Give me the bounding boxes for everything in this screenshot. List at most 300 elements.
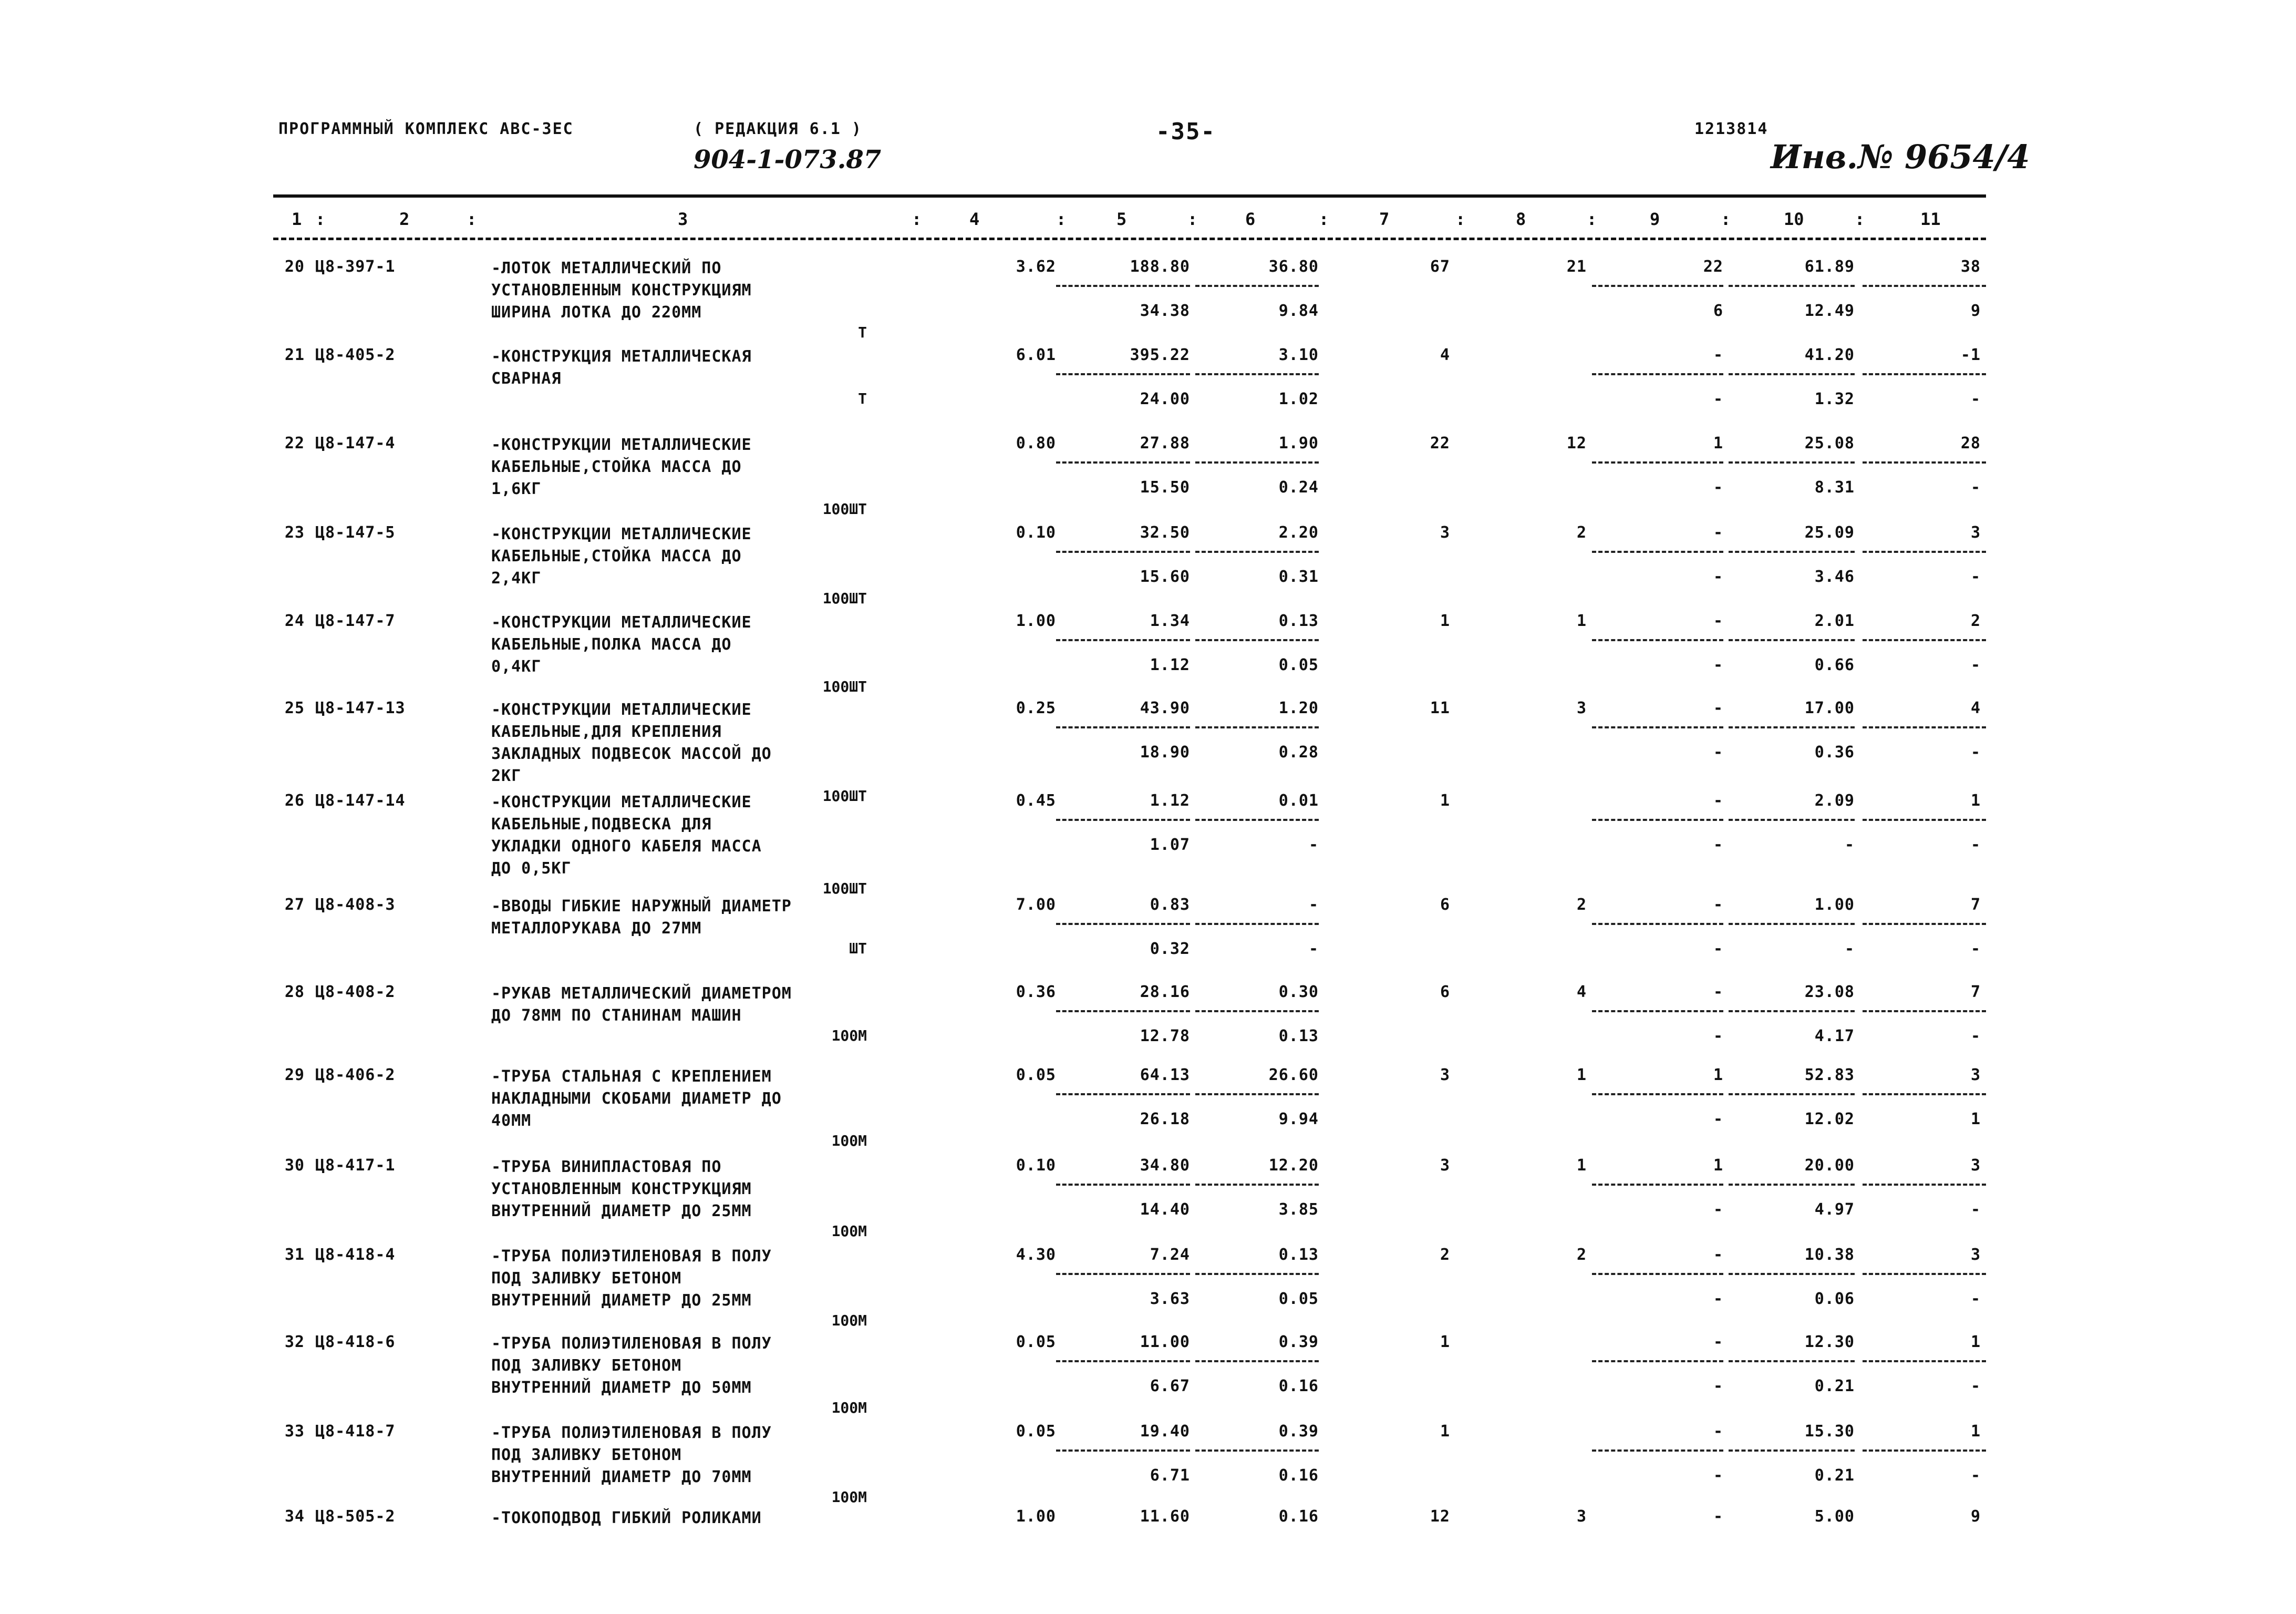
- fraction-line: [1863, 285, 1986, 287]
- col10-part: 0.06: [1814, 1290, 1855, 1308]
- fraction-line: [1056, 551, 1190, 553]
- col10-total: 2.09: [1814, 791, 1855, 810]
- col11-total: 7: [1970, 983, 1981, 1001]
- work-description: -ВВОДЫ ГИБКИЕ НАРУЖНЫЙ ДИАМЕТР МЕТАЛЛОРУКАВА ДО 27ММ: [491, 897, 792, 938]
- col11-total: 1: [1970, 791, 1981, 810]
- col6-wages: 0.28: [1278, 743, 1319, 762]
- col-3: 3: [678, 209, 688, 229]
- fraction-line: [1729, 923, 1855, 925]
- col6-wages: 3.85: [1278, 1200, 1319, 1219]
- col5-total: 11.00: [1140, 1333, 1190, 1351]
- rate-code: Ц8-397-1: [315, 258, 396, 276]
- col9-total: -: [1713, 1246, 1723, 1264]
- col-2: 2: [399, 209, 410, 229]
- col11-total: 3: [1970, 523, 1981, 542]
- fraction-line: [1729, 1010, 1855, 1012]
- col9-total: -: [1713, 523, 1723, 542]
- col5-wages: 3.63: [1150, 1290, 1190, 1308]
- col5-wages: 1.12: [1150, 656, 1190, 674]
- fraction-line: [1195, 1360, 1319, 1362]
- col8-value: 21: [1566, 258, 1587, 276]
- col9-total: 1: [1713, 434, 1723, 453]
- program-title: ПРОГРАММНЫЙ КОМПЛЕКС АВС-ЗЕС: [278, 120, 574, 138]
- fraction-line: [1863, 551, 1986, 553]
- col10-total: 61.89: [1804, 258, 1855, 276]
- col11-part: -: [1970, 656, 1981, 674]
- col5-total: 28.16: [1140, 983, 1190, 1001]
- work-description: -РУКАВ МЕТАЛЛИЧЕСКИЙ ДИАМЕТРОМ ДО 78ММ ПО СТАНИНАМ МАШИН: [491, 984, 792, 1025]
- fraction-line: [1729, 285, 1855, 287]
- col9-part: -: [1713, 1290, 1723, 1308]
- col5-wages: 26.18: [1140, 1110, 1190, 1128]
- col8-value: 1: [1576, 612, 1587, 630]
- row-number: 27: [284, 896, 305, 914]
- col11-part: -: [1970, 1200, 1981, 1219]
- fraction-line: [1195, 726, 1319, 728]
- rate-code: Ц8-147-14: [315, 791, 406, 810]
- col5-wages: 0.32: [1150, 940, 1190, 958]
- col11-part: -: [1970, 836, 1981, 854]
- fraction-line: [1729, 1449, 1855, 1452]
- col11-total: 3: [1970, 1246, 1981, 1264]
- quantity: 0.10: [1016, 523, 1056, 542]
- col6-wages: -: [1308, 940, 1319, 958]
- fraction-line: [1592, 461, 1723, 464]
- fraction-line: [1056, 819, 1190, 821]
- col6-total: 0.13: [1278, 612, 1319, 630]
- work-description: -ЛОТОК МЕТАЛЛИЧЕСКИЙ ПО УСТАНОВЛЕННЫМ КОНСТРУКЦИЯМ ШИРИНА ЛОТКА ДО 220ММ: [491, 259, 752, 322]
- table-row: [0, 1507, 2296, 1596]
- col5-wages: 15.60: [1140, 568, 1190, 586]
- row-number: 20: [284, 258, 305, 276]
- unit-of-measure: 100ШТ: [822, 787, 867, 805]
- fraction-line: [1863, 373, 1986, 375]
- work-description: -ТРУБА ПОЛИЭТИЛЕНОВАЯ В ПОЛУ ПОД ЗАЛИВКУ БЕТОНОМ ВНУТРЕННИЙ ДИАМЕТР ДО 70ММ: [491, 1424, 772, 1486]
- col-4: 4: [969, 209, 980, 229]
- col10-part: 0.66: [1814, 656, 1855, 674]
- fraction-line: [1863, 1010, 1986, 1012]
- col7-value: 3: [1440, 523, 1450, 542]
- col-8: 8: [1516, 209, 1526, 229]
- fraction-line: [1863, 1184, 1986, 1186]
- col-11: 11: [1920, 209, 1941, 229]
- col7-value: 1: [1440, 1422, 1450, 1441]
- fraction-line: [1056, 1449, 1190, 1452]
- col7-value: 1: [1440, 1333, 1450, 1351]
- fraction-line: [1863, 819, 1986, 821]
- col6-wages: -: [1308, 836, 1319, 854]
- col5-total: 7.24: [1150, 1246, 1190, 1264]
- col6-total: 12.20: [1268, 1156, 1319, 1175]
- col11-total: 38: [1960, 258, 1981, 276]
- col11-total: 3: [1970, 1156, 1981, 1175]
- col-6: 6: [1245, 209, 1256, 229]
- col11-part: -: [1970, 743, 1981, 762]
- col8-value: 2: [1576, 896, 1587, 914]
- col9-total: 1: [1713, 1066, 1723, 1084]
- fraction-line: [1056, 1184, 1190, 1186]
- col10-part: 12.02: [1804, 1110, 1855, 1128]
- fraction-line: [1592, 1273, 1723, 1275]
- col6-total: 26.60: [1268, 1066, 1319, 1084]
- table-row: [0, 1066, 2296, 1154]
- col11-part: -: [1970, 1290, 1981, 1308]
- col11-total: 4: [1970, 699, 1981, 717]
- fraction-line: [1056, 1273, 1190, 1275]
- col9-part: -: [1713, 1377, 1723, 1395]
- fraction-line: [1056, 726, 1190, 728]
- col8-value: 3: [1576, 699, 1587, 717]
- rate-code: Ц8-418-7: [315, 1422, 396, 1441]
- col5-wages: 18.90: [1140, 743, 1190, 762]
- inventory-number: Инв.№ 9654/4: [1771, 138, 2030, 176]
- quantity: 1.00: [1016, 1507, 1056, 1526]
- fraction-line: [1195, 461, 1319, 464]
- col10-part: 12.49: [1804, 302, 1855, 320]
- quantity: 0.36: [1016, 983, 1056, 1001]
- col5-wages: 6.71: [1150, 1466, 1190, 1485]
- quantity: 0.45: [1016, 791, 1056, 810]
- col10-total: 41.20: [1804, 346, 1855, 364]
- col5-wages: 1.07: [1150, 836, 1190, 854]
- work-description: -КОНСТРУКЦИИ МЕТАЛЛИЧЕСКИЕ КАБЕЛЬНЫЕ,ПОЛКА МАССА ДО 0,4КГ: [491, 613, 752, 676]
- fraction-line: [1195, 819, 1319, 821]
- col10-total: 15.30: [1804, 1422, 1855, 1441]
- col10-part: 4.97: [1814, 1200, 1855, 1219]
- rate-code: Ц8-147-13: [315, 699, 406, 717]
- fraction-line: [1195, 1184, 1319, 1186]
- col7-value: 3: [1440, 1156, 1450, 1175]
- table-row: [0, 434, 2296, 522]
- fraction-line: [1592, 1360, 1723, 1362]
- col11-total: 7: [1970, 896, 1981, 914]
- unit-of-measure: 100М: [831, 1027, 867, 1044]
- row-number: 32: [284, 1333, 305, 1351]
- col6-total: -: [1308, 896, 1319, 914]
- table-row: [0, 1422, 2296, 1510]
- col5-total: 43.90: [1140, 699, 1190, 717]
- row-number: 33: [284, 1422, 305, 1441]
- rate-code: Ц8-147-7: [315, 612, 396, 630]
- col5-wages: 34.38: [1140, 302, 1190, 320]
- work-description: -ТРУБА ПОЛИЭТИЛЕНОВАЯ В ПОЛУ ПОД ЗАЛИВКУ БЕТОНОМ ВНУТРЕННИЙ ДИАМЕТР ДО 25ММ: [491, 1247, 772, 1310]
- col10-part: 4.17: [1814, 1027, 1855, 1045]
- col6-wages: 9.94: [1278, 1110, 1319, 1128]
- col6-total: 0.39: [1278, 1422, 1319, 1441]
- unit-of-measure: 100М: [831, 1312, 867, 1329]
- quantity: 4.30: [1016, 1246, 1056, 1264]
- fraction-line: [1729, 1273, 1855, 1275]
- col10-total: 17.00: [1804, 699, 1855, 717]
- fraction-line: [1056, 923, 1190, 925]
- col-1: 1: [292, 209, 302, 229]
- col9-part: -: [1713, 1027, 1723, 1045]
- col9-part: -: [1713, 836, 1723, 854]
- col11-total: 2: [1970, 612, 1981, 630]
- col9-part: -: [1713, 743, 1723, 762]
- col10-total: 23.08: [1804, 983, 1855, 1001]
- col9-part: -: [1713, 478, 1723, 497]
- fraction-line: [1863, 1360, 1986, 1362]
- col6-wages: 0.31: [1278, 568, 1319, 586]
- col5-wages: 6.67: [1150, 1377, 1190, 1395]
- col-10: 10: [1784, 209, 1804, 229]
- row-number: 30: [284, 1156, 305, 1175]
- unit-of-measure: 100М: [831, 1488, 867, 1506]
- fraction-line: [1592, 639, 1723, 641]
- fraction-line: [1056, 1093, 1190, 1095]
- col6-wages: 1.02: [1278, 390, 1319, 408]
- work-description: -ТРУБА ПОЛИЭТИЛЕНОВАЯ В ПОЛУ ПОД ЗАЛИВКУ БЕТОНОМ ВНУТРЕННИЙ ДИАМЕТР ДО 50ММ: [491, 1334, 772, 1397]
- page-number: -35-: [1156, 118, 1216, 145]
- col7-value: 11: [1430, 699, 1450, 717]
- rate-code: Ц8-406-2: [315, 1066, 396, 1084]
- fraction-line: [1729, 639, 1855, 641]
- col8-value: 1: [1576, 1066, 1587, 1084]
- col6-total: 0.30: [1278, 983, 1319, 1001]
- row-number: 22: [284, 434, 305, 453]
- fraction-line: [1729, 461, 1855, 464]
- col8-value: 2: [1576, 523, 1587, 542]
- rate-code: Ц8-147-5: [315, 523, 396, 542]
- work-description: -КОНСТРУКЦИЯ МЕТАЛЛИЧЕСКАЯ СВАРНАЯ: [491, 347, 752, 388]
- col10-total: 20.00: [1804, 1156, 1855, 1175]
- unit-of-measure: 100М: [831, 1399, 867, 1416]
- quantity: 0.05: [1016, 1333, 1056, 1351]
- col10-part: 0.36: [1814, 743, 1855, 762]
- unit-of-measure: 100М: [831, 1132, 867, 1149]
- col-5: 5: [1116, 209, 1127, 229]
- unit-of-measure: Т: [858, 390, 867, 407]
- col9-total: -: [1713, 612, 1723, 630]
- col11-part: -: [1970, 568, 1981, 586]
- fraction-line: [1195, 1093, 1319, 1095]
- col9-total: -: [1713, 699, 1723, 717]
- col6-wages: 0.13: [1278, 1027, 1319, 1045]
- col7-value: 1: [1440, 791, 1450, 810]
- col10-part: 3.46: [1814, 568, 1855, 586]
- table-row: [0, 983, 2296, 1071]
- col11-part: -: [1970, 1027, 1981, 1045]
- col11-total: 28: [1960, 434, 1981, 453]
- col9-total: -: [1713, 1333, 1723, 1351]
- col9-total: -: [1713, 983, 1723, 1001]
- row-number: 23: [284, 523, 305, 542]
- table-row: [0, 1333, 2296, 1421]
- col10-total: 1.00: [1814, 896, 1855, 914]
- rate-code: Ц8-408-2: [315, 983, 396, 1001]
- col-7: 7: [1379, 209, 1390, 229]
- col7-value: 6: [1440, 983, 1450, 1001]
- col5-total: 64.13: [1140, 1066, 1190, 1084]
- quantity: 7.00: [1016, 896, 1056, 914]
- col10-part: 1.32: [1814, 390, 1855, 408]
- unit-of-measure: 100М: [831, 1222, 867, 1240]
- row-number: 24: [284, 612, 305, 630]
- col11-part: -: [1970, 1377, 1981, 1395]
- rate-code: Ц8-505-2: [315, 1507, 396, 1526]
- col11-total: 1: [1970, 1333, 1981, 1351]
- col10-total: 10.38: [1804, 1246, 1855, 1264]
- rate-code: Ц8-405-2: [315, 346, 396, 364]
- work-description: -ТРУБА ВИНИПЛАСТОВАЯ ПО УСТАНОВЛЕННЫМ КОНСТРУКЦИЯМ ВНУТРЕННИЙ ДИАМЕТР ДО 25ММ: [491, 1158, 752, 1220]
- quantity: 3.62: [1016, 258, 1056, 276]
- fraction-line: [1592, 1184, 1723, 1186]
- table-row: [0, 896, 2296, 984]
- table-row: [0, 258, 2296, 346]
- col11-total: 1: [1970, 1422, 1981, 1441]
- col10-total: 5.00: [1814, 1507, 1855, 1526]
- fraction-line: [1592, 923, 1723, 925]
- fraction-line: [1195, 1449, 1319, 1452]
- col8-value: 3: [1576, 1507, 1587, 1526]
- col6-wages: 0.24: [1278, 478, 1319, 497]
- fraction-line: [1592, 285, 1723, 287]
- col7-value: 12: [1430, 1507, 1450, 1526]
- col11-part: -: [1970, 940, 1981, 958]
- quantity: 0.25: [1016, 699, 1056, 717]
- work-description: -КОНСТРУКЦИИ МЕТАЛЛИЧЕСКИЕ КАБЕЛЬНЫЕ,СТОЙКА МАССА ДО 2,4КГ: [491, 525, 752, 588]
- col6-wages: 0.05: [1278, 656, 1319, 674]
- rate-code: Ц8-418-4: [315, 1246, 396, 1264]
- rate-code: Ц8-417-1: [315, 1156, 396, 1175]
- col6-total: 1.20: [1278, 699, 1319, 717]
- col9-part: -: [1713, 1110, 1723, 1128]
- quantity: 6.01: [1016, 346, 1056, 364]
- col5-total: 34.80: [1140, 1156, 1190, 1175]
- fraction-line: [1592, 819, 1723, 821]
- fraction-line: [1729, 819, 1855, 821]
- fraction-line: [1056, 461, 1190, 464]
- col8-value: 1: [1576, 1156, 1587, 1175]
- col6-wages: 0.16: [1278, 1377, 1319, 1395]
- fraction-line: [1863, 1449, 1986, 1452]
- col9-part: -: [1713, 940, 1723, 958]
- col6-total: 1.90: [1278, 434, 1319, 453]
- fraction-line: [1195, 551, 1319, 553]
- top-rule: [273, 194, 1986, 198]
- table-row: [0, 1156, 2296, 1245]
- fraction-line: [1195, 1010, 1319, 1012]
- col9-total: -: [1713, 896, 1723, 914]
- col11-total: -1: [1960, 346, 1981, 364]
- fraction-line: [1729, 373, 1855, 375]
- row-number: 28: [284, 983, 305, 1001]
- fraction-line: [1729, 551, 1855, 553]
- fraction-line: [1863, 1093, 1986, 1095]
- col9-part: -: [1713, 1200, 1723, 1219]
- col11-part: -: [1970, 1466, 1981, 1485]
- fraction-line: [1195, 1273, 1319, 1275]
- col9-part: -: [1713, 390, 1723, 408]
- col6-total: 0.39: [1278, 1333, 1319, 1351]
- unit-of-measure: 100ШТ: [822, 500, 867, 518]
- col11-part: -: [1970, 390, 1981, 408]
- col10-total: 52.83: [1804, 1066, 1855, 1084]
- unit-of-measure: 100ШТ: [822, 880, 867, 897]
- project-number: 904-1-073.87: [694, 145, 882, 174]
- quantity: 0.05: [1016, 1422, 1056, 1441]
- fraction-line: [1056, 1360, 1190, 1362]
- col5-total: 11.60: [1140, 1507, 1190, 1526]
- row-number: 29: [284, 1066, 305, 1084]
- col9-total: -: [1713, 346, 1723, 364]
- col5-total: 1.12: [1150, 791, 1190, 810]
- col9-total: 22: [1703, 258, 1723, 276]
- fraction-line: [1592, 551, 1723, 553]
- row-number: 34: [284, 1507, 305, 1526]
- col5-total: 0.83: [1150, 896, 1190, 914]
- col5-wages: 12.78: [1140, 1027, 1190, 1045]
- col5-wages: 14.40: [1140, 1200, 1190, 1219]
- fraction-line: [1729, 1184, 1855, 1186]
- rate-code: Ц8-147-4: [315, 434, 396, 453]
- fraction-line: [1195, 923, 1319, 925]
- unit-of-measure: 100ШТ: [822, 678, 867, 695]
- fraction-line: [1056, 1010, 1190, 1012]
- col7-value: 1: [1440, 612, 1450, 630]
- col10-part: 0.21: [1814, 1466, 1855, 1485]
- fraction-line: [1195, 373, 1319, 375]
- col6-wages: 0.16: [1278, 1466, 1319, 1485]
- row-number: 25: [284, 699, 305, 717]
- fraction-line: [1592, 1010, 1723, 1012]
- fraction-line: [1056, 639, 1190, 641]
- col11-total: 3: [1970, 1066, 1981, 1084]
- fraction-line: [1195, 285, 1319, 287]
- work-description: -ТРУБА СТАЛЬНАЯ С КРЕПЛЕНИЕМ НАКЛАДНЫМИ СКОБАМИ ДИАМЕТР ДО 40ММ: [491, 1067, 782, 1130]
- col10-part: -: [1844, 836, 1855, 854]
- fraction-line: [1056, 285, 1190, 287]
- col9-part: -: [1713, 568, 1723, 586]
- work-description: -КОНСТРУКЦИИ МЕТАЛЛИЧЕСКИЕ КАБЕЛЬНЫЕ,ДЛЯ КРЕПЛЕНИЯ ЗАКЛАДНЫХ ПОДВЕСОК МАССОЙ ДО 2КГ: [491, 701, 772, 785]
- col6-wages: 0.05: [1278, 1290, 1319, 1308]
- col9-part: 6: [1713, 302, 1723, 320]
- col7-value: 6: [1440, 896, 1450, 914]
- col11-part: -: [1970, 478, 1981, 497]
- table-row: [0, 791, 2296, 897]
- table-row: [0, 523, 2296, 612]
- col10-part: 0.21: [1814, 1377, 1855, 1395]
- work-description: -КОНСТРУКЦИИ МЕТАЛЛИЧЕСКИЕ КАБЕЛЬНЫЕ,СТОЙКА МАССА ДО 1,6КГ: [491, 436, 752, 498]
- col5-wages: 24.00: [1140, 390, 1190, 408]
- row-number: 31: [284, 1246, 305, 1264]
- work-description: -КОНСТРУКЦИИ МЕТАЛЛИЧЕСКИЕ КАБЕЛЬНЫЕ,ПОДВЕСКА ДЛЯ УКЛАДКИ ОДНОГО КАБЕЛЯ МАССА ДО 0,5КГ: [491, 793, 762, 878]
- col6-total: 36.80: [1268, 258, 1319, 276]
- fraction-line: [1195, 639, 1319, 641]
- fraction-line: [1863, 1273, 1986, 1275]
- col10-total: 2.01: [1814, 612, 1855, 630]
- col5-total: 19.40: [1140, 1422, 1190, 1441]
- fraction-line: [1863, 923, 1986, 925]
- col8-value: 12: [1566, 434, 1587, 453]
- col7-value: 2: [1440, 1246, 1450, 1264]
- col7-value: 67: [1430, 258, 1450, 276]
- col8-value: 4: [1576, 983, 1587, 1001]
- col5-total: 188.80: [1130, 258, 1190, 276]
- col7-value: 3: [1440, 1066, 1450, 1084]
- col7-value: 22: [1430, 434, 1450, 453]
- col6-wages: 9.84: [1278, 302, 1319, 320]
- col11-part: 9: [1970, 302, 1981, 320]
- col9-total: -: [1713, 791, 1723, 810]
- col11-part: 1: [1970, 1110, 1981, 1128]
- fraction-line: [1863, 726, 1986, 728]
- unit-of-measure: 100ШТ: [822, 590, 867, 607]
- unit-of-measure: ШТ: [849, 940, 867, 957]
- fraction-line: [1863, 461, 1986, 464]
- col8-value: 2: [1576, 1246, 1587, 1264]
